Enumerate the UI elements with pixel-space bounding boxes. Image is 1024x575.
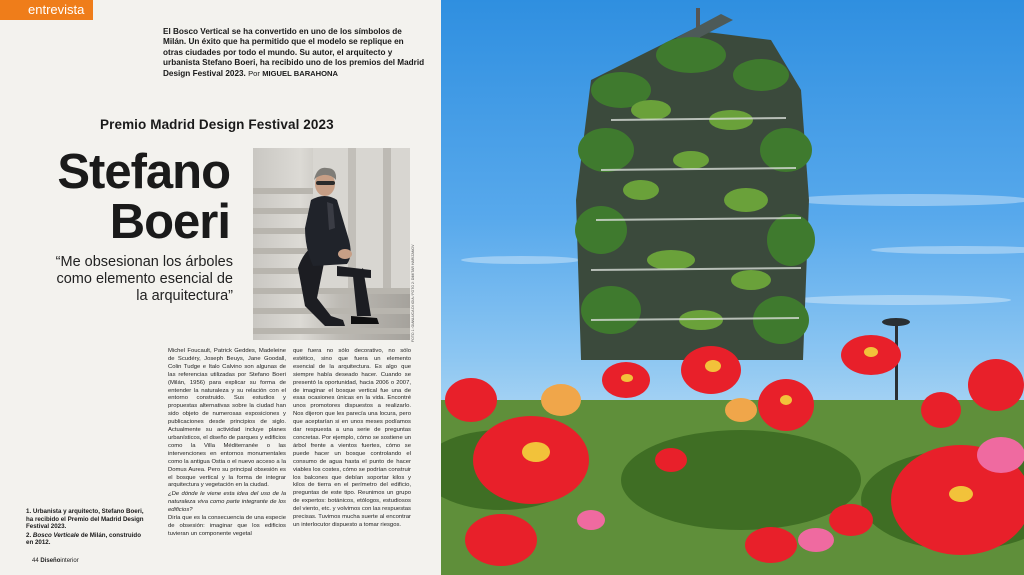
byline-author: MIGUEL BARAHONA [262,68,339,78]
page-number: 44 [32,558,39,564]
name-last: Boeri [109,195,230,249]
intro-text: El Bosco Vertical se ha convertido en uno de los símbolos de Milán. Un éxito que ha permitido que el modelo se replique en otras ciudades por todo el mundo. Su autor, el arquitecto y urbanista Stefano Boeri, ha recibido uno de los premios del Madrid Design Festival 2023. [163,27,425,78]
magazine-name-rest: interior [60,558,79,564]
caption-2: 2. Bosco Verticale de Milán, construido en 2012. [26,531,141,547]
portrait-illustration [253,148,410,340]
portrait-photo [253,148,410,340]
name-first: Stefano [57,145,230,199]
bosco-verticale-photo [441,0,1024,575]
page-footer [32,558,79,564]
body-column-1 [168,348,286,539]
caption-1: 1. Urbanista y arquitecto, Stefano Boeri, ha recibido el Premio del Madrid Design Festival 2023. [26,508,144,531]
pull-quote: “Me obsesionan los árboles como elemento esencial de la arquitectura” [55,254,233,304]
right-page-photo [441,0,1024,575]
magazine-name-bold: Diseño [40,558,61,564]
intro-paragraph [163,27,425,79]
interview-answer: Diría que es la consecuencia de una especie de obsesión: imaginar que los edificios tuvieran un componente vegetal [168,515,286,537]
interview-question: ¿De dónde le viene esta idea del uso de la naturaleza viva como parte integrante de los edificios? [168,491,286,514]
photo-captions [26,508,146,548]
left-page [0,0,441,575]
photo-credit: FOTO 1: GIANLUCA DI IOIA / FOTO 2: DIMITAR HARIZANOV [411,244,415,342]
body-column-2 [293,348,411,530]
award-heading: Premio Madrid Design Festival 2023 [100,117,334,132]
byline-prefix: Por [248,68,260,78]
section-tag: entrevista [0,0,93,20]
body-paragraph: que fuera no sólo decorativo, no sólo estético, sino que fuera un elemento esencial de la arquitectura. Es algo que siempre había deseado hacer. Cuando se presentó la oportunidad, hacia 2006 o 2007, de imaginar el bosque vertical fue una de esas ocasiones únicas en la vida. Encontré unos promotores dispuestos a realizarlo. Nos dijeron que les parecía una locura, pero que aceptarían si en unos meses podíamos dar respuesta a una serie de preguntas concretas. Por ejemplo, cómo se sostiene un árbol frente a vientos fuertes, cómo se puede hacer un bosque controlando el consumo de agua hasta el punto de hacer viables los costes, cómo se podrían construir los balcones que debían soportar kilos y kilos de tierra en el perímetro del edificio, preguntas de este tipo. Reunimos un grupo de expertos: botánicos, etólogos, estudiosos del viento, etc. y volvimos con las respuestas precisas. Tuvimos mucha suerte al encontrar un interlocutor dispuesto a tomar riesgos. [293,348,411,528]
body-paragraph: Michel Foucault, Patrick Geddes, Madeleine de Scudéry, Joseph Beuys, Jane Goodall, Colin Tudge e Italo Calvino son algunas de las referencias utilizadas por Stefano Boeri (Milán, 1956) para explicar su forma de entender la naturaleza y su relación con el entorno construido. Sus estudios y propuestas alternativas sobre la ciudad han sido objeto de numerosas exposiciones y publicaciones desde principios de siglo. Actualmente su actividad incluye planes urbanísticos, el diseño de parques y edificios como la Villa Méditerranée o las intervenciones en entornos monumentales como la antigua Ostia o el nuevo acceso a la Domus Aurea. Pero su principal obsesión es el bosque vertical y la forma de integrar arquitectura y vegetación en la ciudad. [168,348,286,489]
